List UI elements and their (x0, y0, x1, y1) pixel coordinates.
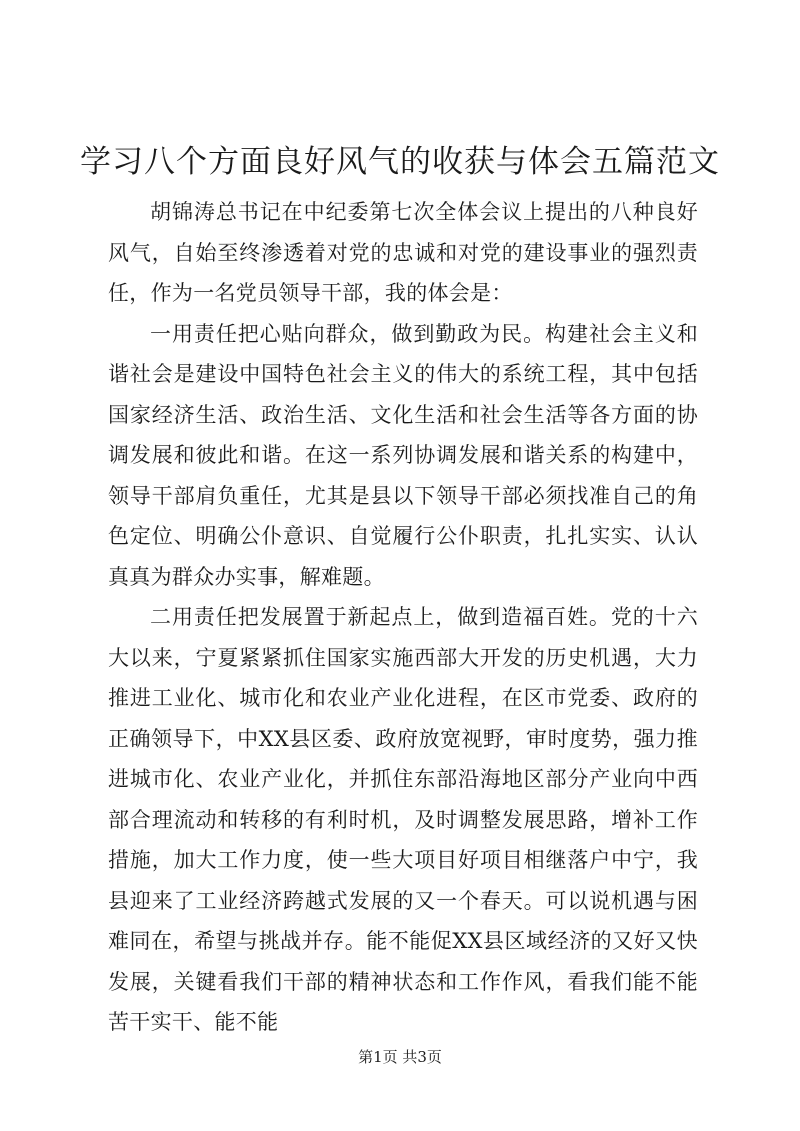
paragraph-two: 二用责任把发展置于新起点上，做到造福百姓。党的十六大以来，宁夏紧紧抓住国家实施西部大开发的历史机遇，大力推进工业化、城市化和农业产业化进程，在区市党委、政府的正确领导下，中XX县区委、政府放宽视野，审时度势，强力推进城市化、农业产业化，并抓住东部沿海地区部分产业向中西部合理流动和转移的有利时机，及时调整发展思路，增补工作措施，加大工作力度，使一些大项目好项目相继落户中宁，我县迎来了工业经济跨越式发展的又一个春天。可以说机遇与困难同在，希望与挑战并存。能不能促XX县区域经济的又好又快发展，关键看我们干部的精神状态和工作作风，看我们能不能苦干实干、能不能 (108, 605, 698, 1034)
document-body (108, 192, 698, 1043)
paragraph-intro: 胡锦涛总书记在中纪委第七次全体会议上提出的八种良好风气，自始至终渗透着对党的忠诚和对党的建设事业的强烈责任，作为一名党员领导干部，我的体会是： (108, 200, 698, 305)
page-number-footer: 第1页 共3页 (358, 1048, 442, 1066)
document-title: 学习八个方面良好风气的收获与体会五篇范文 (80, 144, 720, 180)
paragraph-one: 一用责任把心贴向群众，做到勤政为民。构建社会主义和谐社会是建设中国特色社会主义的伟大的系统工程，其中包括国家经济生活、政治生活、文化生活和社会生活等各方面的协调发展和彼此和谐。在这一系列协调发展和谐关系的构建中，领导干部肩负重任，尤其是县以下领导干部必须找准自己的角色定位、明确公仆意识、自觉履行公仆职责，扎扎实实、认认真真为群众办实事，解难题。 (108, 321, 698, 589)
